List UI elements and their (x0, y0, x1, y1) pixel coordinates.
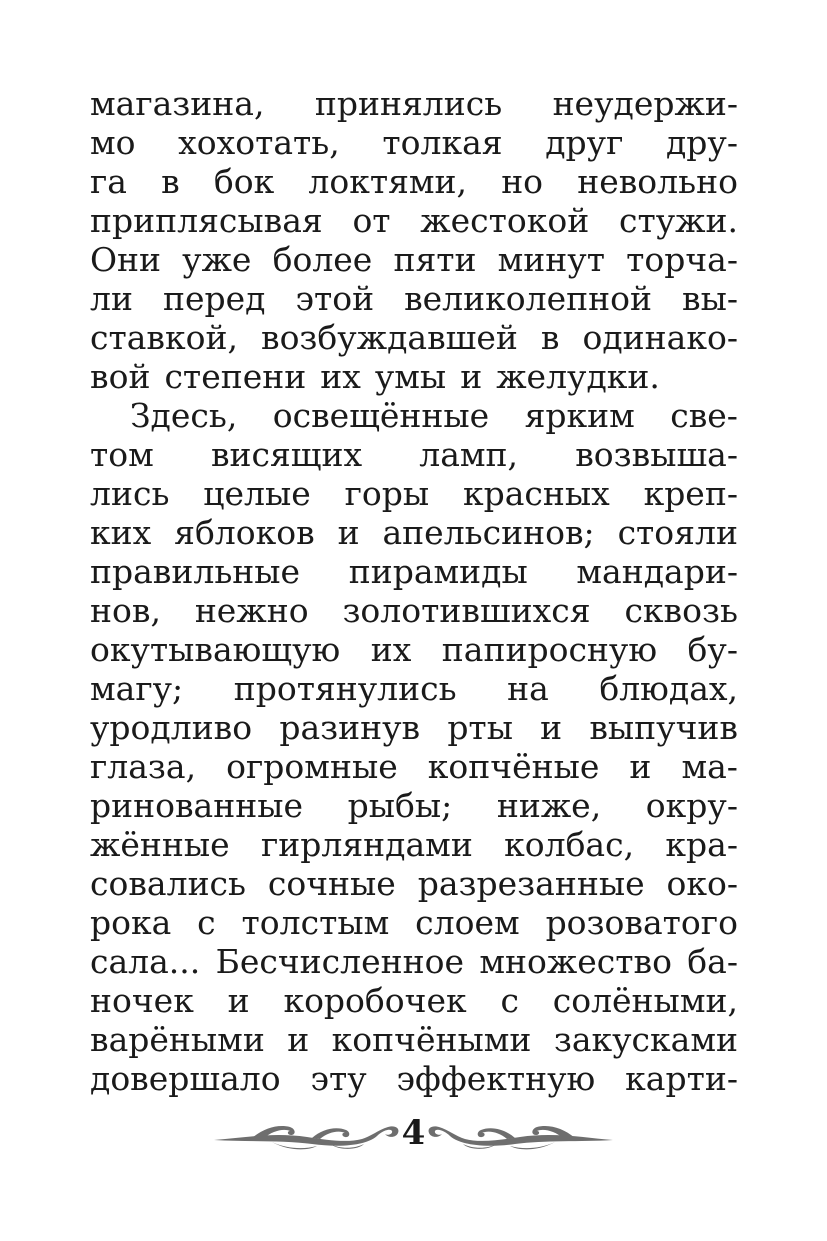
text-word: принялись (314, 84, 503, 123)
text-word: нежно (194, 591, 309, 630)
text-word: перед (162, 279, 266, 318)
text-word: сала... (90, 942, 201, 981)
text-word: нов, (90, 591, 161, 630)
text-word: стояли (617, 513, 738, 552)
text-word: этой (295, 279, 375, 318)
text-word: бок (213, 162, 275, 201)
text-word: неудержи- (552, 84, 738, 123)
text-word: невольно (577, 162, 738, 201)
text-word: ламп, (419, 435, 519, 474)
text-word: ярким (524, 396, 635, 435)
text-word: Здесь, (130, 396, 238, 435)
text-word: кра- (665, 825, 738, 864)
text-line (90, 669, 738, 708)
text-word: ставкой, (90, 318, 238, 357)
text-line (90, 825, 738, 864)
text-word: глаза, (90, 747, 197, 786)
text-word: совались (90, 864, 247, 903)
text-word: более (272, 240, 373, 279)
text-line (90, 513, 738, 552)
text-word: толстым (241, 903, 390, 942)
text-word: вы- (681, 279, 738, 318)
text-word: сочные (267, 864, 396, 903)
text-word: эффектную (396, 1059, 596, 1098)
text-word: копчёные (427, 747, 600, 786)
text-word: ночек (90, 981, 194, 1020)
text-word: протянулись (233, 669, 457, 708)
text-word: горы (344, 474, 430, 513)
text-line (90, 942, 738, 981)
text-word: ба- (687, 942, 738, 981)
text-word: пяти (393, 240, 477, 279)
text-line (90, 552, 738, 591)
text-word: одинако- (582, 318, 738, 357)
text-word: солёными, (552, 981, 738, 1020)
text-word: ли (90, 279, 133, 318)
text-word: умы (374, 357, 447, 396)
text-word: висящих (210, 435, 363, 474)
text-word: окутывающую (90, 630, 341, 669)
text-word: коробочек (283, 981, 467, 1020)
text-word: и (629, 747, 652, 786)
text-word: магазина, (90, 84, 265, 123)
text-word: в (540, 318, 560, 357)
text-line (90, 162, 738, 201)
text-word: степени (164, 357, 307, 396)
body-text (90, 84, 738, 1098)
text-word: лись (90, 474, 170, 513)
text-word: Они (90, 240, 162, 279)
text-word: возвыша- (575, 435, 738, 474)
text-word: варёными (90, 1020, 265, 1059)
right-flourish-ornament (425, 1118, 615, 1152)
text-word: великолепной (404, 279, 652, 318)
text-word: в (161, 162, 180, 201)
text-word: стужи. (618, 201, 738, 240)
text-word: с (500, 981, 519, 1020)
text-line (90, 630, 738, 669)
text-word: множество (479, 942, 672, 981)
text-word: приплясывая (90, 201, 323, 240)
text-word: освещённые (272, 396, 490, 435)
text-line (90, 1059, 738, 1098)
text-word: око- (666, 864, 738, 903)
text-word: ких (90, 513, 152, 552)
text-word: Бесчисленное (215, 942, 465, 981)
text-word: магу; (90, 669, 184, 708)
text-word: разрезанные (417, 864, 645, 903)
text-word: га (90, 162, 127, 201)
text-line (90, 357, 738, 396)
text-word: гирляндами (260, 825, 473, 864)
text-word: мо (90, 123, 136, 162)
text-line (90, 279, 738, 318)
text-word: огромные (226, 747, 398, 786)
text-word: выпучив (589, 708, 738, 747)
text-word: слоем (415, 903, 520, 942)
text-word: закусками (553, 1020, 738, 1059)
page-number: 4 (401, 1113, 426, 1153)
text-word: их (370, 630, 412, 669)
text-word: рока (90, 903, 172, 942)
text-line (90, 1020, 738, 1059)
text-word: том (90, 435, 154, 474)
text-word: от (352, 201, 391, 240)
text-word: эту (310, 1059, 367, 1098)
text-word: и (287, 1020, 310, 1059)
text-word: све- (670, 396, 738, 435)
text-word: папиросную (441, 630, 658, 669)
text-word: бу- (687, 630, 738, 669)
text-word: ниже, (496, 786, 602, 825)
text-word: и (540, 708, 563, 747)
text-word: правильные (90, 552, 301, 591)
text-line (90, 786, 738, 825)
text-line (90, 318, 738, 357)
text-line (90, 591, 738, 630)
text-line (90, 201, 738, 240)
text-word: желудки. (496, 357, 660, 396)
text-word: яблоков (174, 513, 315, 552)
text-word: возбуждавшей (260, 318, 518, 357)
text-line (90, 981, 738, 1020)
text-word: рыбы; (347, 786, 453, 825)
text-word: дру- (665, 123, 738, 162)
left-flourish-ornament (212, 1118, 402, 1152)
text-line (90, 864, 738, 903)
text-word: креп- (643, 474, 738, 513)
text-word: пирамиды (348, 552, 528, 591)
text-word: уже (182, 240, 252, 279)
text-word: но (501, 162, 544, 201)
text-word: жестокой (420, 201, 590, 240)
text-word: уродливо (90, 708, 253, 747)
text-word: локтями, (308, 162, 468, 201)
text-word: блюдах, (599, 669, 738, 708)
text-word: красных (462, 474, 610, 513)
text-word: и (337, 513, 360, 552)
text-line (90, 903, 738, 942)
text-word: розоватого (545, 903, 738, 942)
text-word: сквозь (624, 591, 738, 630)
text-line (90, 708, 738, 747)
text-line (90, 123, 738, 162)
text-line (90, 747, 738, 786)
text-word: целые (203, 474, 311, 513)
text-word: вой (90, 357, 151, 396)
text-word: окру- (645, 786, 738, 825)
text-line (90, 474, 738, 513)
text-word: друг (545, 123, 624, 162)
text-word: толкая (382, 123, 503, 162)
text-word: мандари- (576, 552, 738, 591)
text-word: их (320, 357, 361, 396)
text-word: ма- (681, 747, 738, 786)
text-word: минут (497, 240, 605, 279)
text-word: карти- (625, 1059, 738, 1098)
text-word: хохотать, (178, 123, 340, 162)
text-word: торча- (626, 240, 738, 279)
text-line (90, 84, 738, 123)
page-footer (0, 1110, 827, 1160)
text-word: жённые (90, 825, 230, 864)
text-word: довершало (90, 1059, 281, 1098)
text-line (90, 435, 738, 474)
text-word: копчёными (331, 1020, 532, 1059)
text-word: апельсинов; (382, 513, 595, 552)
text-word: колбас, (504, 825, 635, 864)
text-line (90, 396, 738, 435)
text-word: разинув (279, 708, 421, 747)
text-word: рты (447, 708, 513, 747)
text-word: золотившихся (342, 591, 591, 630)
text-word: на (507, 669, 549, 708)
text-word: ринованные (90, 786, 304, 825)
text-word: и (460, 357, 483, 396)
text-word: и (227, 981, 250, 1020)
text-line (90, 240, 738, 279)
text-word: с (197, 903, 216, 942)
